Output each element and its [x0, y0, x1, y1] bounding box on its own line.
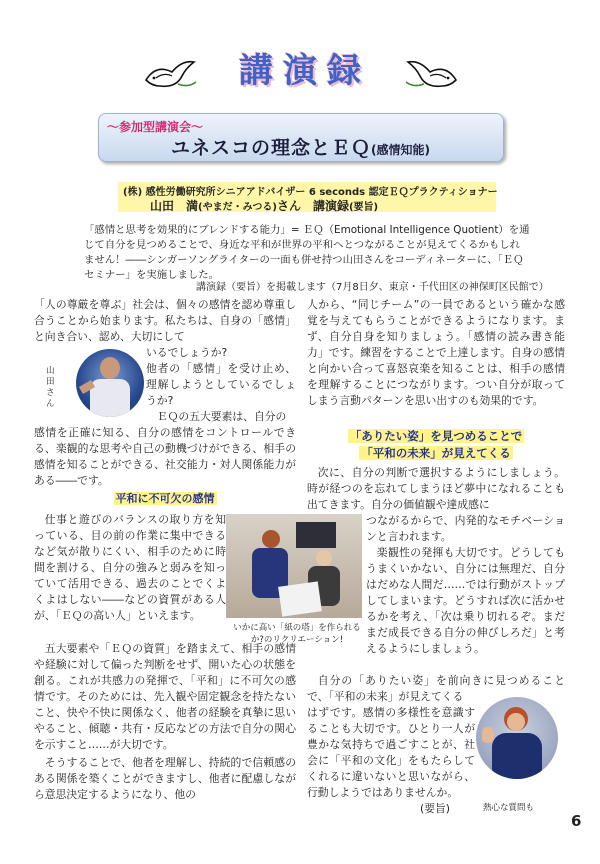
right-p4b [307, 705, 475, 801]
left-p2b [34, 425, 296, 489]
right-paragraph-1: 人から、“同じチーム”の一員であるという確かな感覚を与えてもらうことができるようになります。まず、自分自身を知りましょう。「感情の読み書き能力」です。練習をすることで上達します。自身の感情と向かい合って喜怒哀楽を知ることは、相手の感情を理解することにつながります。つい自分が取ってしまう言動パターンを思い出すのも効果的です。 [307, 298, 565, 407]
right-p1 [307, 297, 565, 409]
left-paragraph-2b: 感情を正確に知る、自分の感情をコントロールできる、楽観的な思考や自己の動機づけができる、相手の感情を知ることができる、社交能力・対人関係能力がある――です。 [34, 426, 296, 487]
speaker-photo-caption: 山田さん [46, 366, 55, 409]
header-kanji-1: 講 [239, 51, 273, 91]
dove-right-icon [404, 54, 460, 94]
speaker-reading: (やまだ・みつる) [198, 202, 277, 213]
left-paragraph-3: 仕事と遊びのバランスの取り方を知っている、目の前の作業に集中できるなど気が散りにくい、相手のために時間を割ける、自分の強みと弱みを知っていて活用できる、過去のことでくよくよはしない――などの資質がある人が、「ＥＱの高い人」といえます。 [34, 513, 226, 622]
left-paragraph-1a: 「人の尊厳を尊ぶ」社会は、個々の感情を認め尊重し合うことから始まります。私たちは、自身の「感情」と向き合い、認め、大切にして [34, 298, 296, 343]
header-kanji-2: 演 [283, 51, 317, 91]
group-photo-caption: いかに高い「紙の塔」を作られるか?のリクリエーション! [233, 623, 361, 645]
intro-text: 「感情と思考を効果的にブレンドする能力」= ＥＱ（Emotional Intelligence Quotient）を通じて自分を見つめることで、身近な平和が世界の平和へとつながることが見えてくるかもしれません！――シンガーソングライターの一面も併せ持つ山田さんをコーディネーターに、「ＥＱセミナー」を実施しました。 [84, 224, 530, 281]
right-heading [307, 428, 565, 461]
right-paragraph-2a: 次に、自分の判断で選択するようにしましょう。時が経つのを忘れてしまうほど夢中になれることも出てきます。自分の価値観や達成感に [307, 466, 565, 511]
right-heading-line-2: 「平和の未来」が見えてくる [361, 446, 511, 460]
right-heading-line-1: 「ありたい姿」を見つめることで [349, 429, 523, 443]
left-p1b [146, 345, 296, 409]
title-box [98, 113, 504, 162]
left-heading [34, 490, 296, 506]
right-paragraph-2b: つながるからで、内発的なモチベーションと言われます。 [366, 514, 565, 543]
speaker-photo [76, 349, 144, 417]
header-kanji-3: 録 [327, 51, 361, 91]
left-paragraph-2a: ＥＱの五大要素は、自分の [156, 410, 287, 423]
speaker-affiliation: (株) 感性労働研究所シニアアドバイザー 6 seconds 認定ＥＱプラクティショナー [123, 187, 498, 198]
left-p1a [34, 297, 296, 345]
speaker-name-line [150, 197, 378, 214]
question-photo-caption: 熱心な質問も [483, 803, 535, 813]
right-p2b [366, 513, 565, 657]
group-photo [226, 514, 362, 618]
speaker-suffix: さん 講演録 [276, 199, 349, 213]
event-subtitle: ～参加型講演会～ [107, 120, 204, 134]
left-paragraph-1b: いるでしょうか? [146, 346, 228, 359]
question-photo [476, 697, 558, 779]
article-title-paren: (感情知能) [371, 143, 430, 157]
left-paragraph-4: 五大要素や「ＥＱの資質」を踏まえて、相手の感情や経験に対して偏った判断をせず、開いた心の状態を創る。これが共感力の発揮で、「平和」に不可欠の感情です。そのためには、先入観や固定観念を持たないこと、快や不快に関係なく、他者の経験を真摯に思いやること、傾聴・共有・反応などの方法で自分の関心を示すこと……が大切です。 [34, 642, 296, 751]
right-paragraph-3: 楽観性の発揮も大切です。どうしてもうまくいかない、自分には無理だ、自分はだめな人間だ……では行動がストップしてしまいます。どうすれば次に活かせるかを考え、「次は乗り切れるぞ。まだまだ成長できる自分の伸びしろだ」と考えるようにしましょう。 [366, 546, 565, 655]
article-title-main: ユネスコの理念とＥＱ [171, 137, 372, 159]
intro-note: 講演録（要旨）を掲載します（7月8日夕、東京・千代田区の神保町区民館で） [196, 282, 549, 293]
speaker-name: 山田 満 [150, 199, 199, 213]
left-paragraph-1c: 他者の「感情」を受け止め、理解しようとしているでしょうか? [146, 362, 296, 407]
left-p3 [34, 512, 226, 624]
left-paragraph-5: そうすることで、他者を理解し、持続的で信頼感のある関係を築くことができますし、他者に配慮しながら意思決定するようになり、他の [34, 756, 296, 801]
left-heading-text: 平和に不可欠の感情 [115, 492, 215, 505]
right-paragraph-4a: 自分の「ありたい姿」を前向きに見つめることで、「平和の未来」が見えてくる [307, 674, 565, 703]
dove-left-icon [142, 54, 198, 94]
left-p2a [146, 409, 296, 425]
right-p2a [307, 465, 565, 513]
page-number: 6 [571, 812, 582, 830]
speaker-summary-tag: (要旨) [348, 202, 379, 213]
right-end-tag: (要旨) [420, 802, 451, 815]
right-paragraph-4b: はずです。感情の多様性を意識することも大切です。ひとり一人が豊かな気持ちで過ごすことが、社会に「平和の文化」をもたらしてくれるに違いないと思いながら、行動しようではありませんか。 [307, 706, 475, 799]
left-p4 [34, 641, 296, 803]
article-title [171, 133, 430, 160]
